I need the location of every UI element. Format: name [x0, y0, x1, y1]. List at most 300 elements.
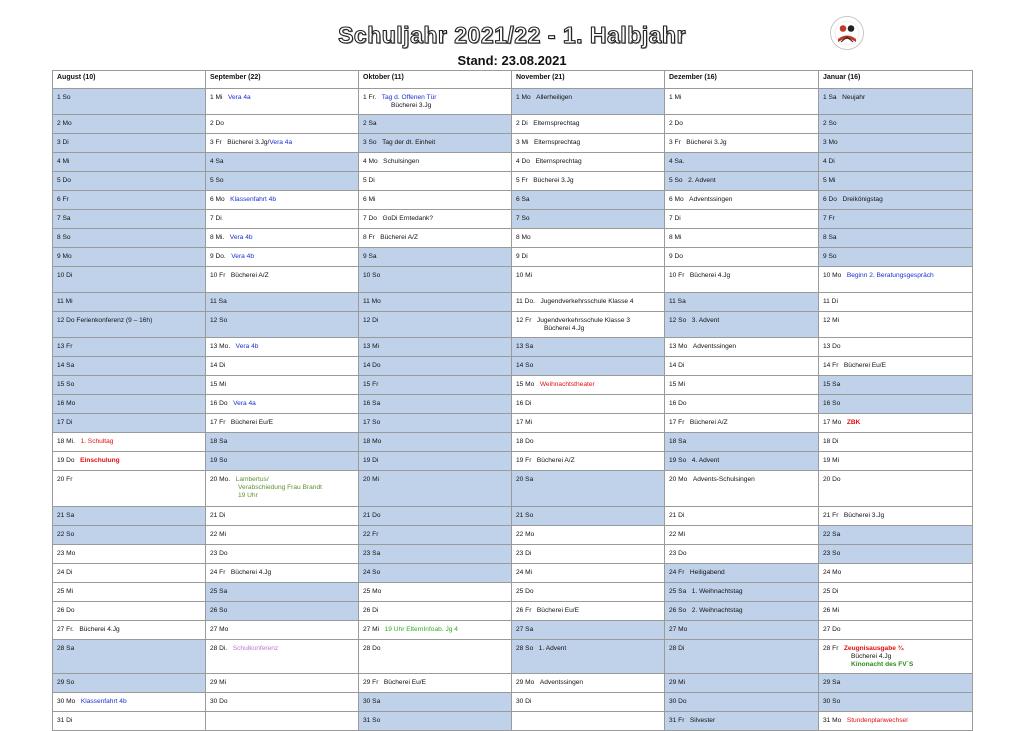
table-row [53, 89, 973, 115]
day-cell [206, 602, 359, 621]
day-label: 22 Mi [669, 531, 686, 538]
event-label: Bücherei 3.Jg/ [227, 139, 270, 146]
day-cell [665, 433, 819, 452]
day-cell [819, 267, 973, 293]
table-row [53, 545, 973, 564]
day-cell [206, 414, 359, 433]
day-label: 27 Mo [669, 626, 688, 633]
day-label: 5 Fr [516, 177, 528, 184]
day-cell [206, 395, 359, 414]
day-label: 8 Mi [669, 234, 682, 241]
day-cell [512, 153, 665, 172]
day-cell [819, 507, 973, 526]
day-label: 20 Mo [669, 476, 688, 483]
event-label: Elternsprechtag [533, 139, 581, 146]
event-label: Vera 4b [235, 343, 259, 350]
day-cell [53, 583, 206, 602]
day-cell [359, 583, 512, 602]
day-cell [359, 414, 512, 433]
day-label: 2 Sa [363, 120, 377, 127]
table-row [53, 433, 973, 452]
event-label: Adventssingen [689, 196, 733, 203]
day-cell [512, 602, 665, 621]
day-label: 16 Do [210, 400, 228, 407]
day-label: 14 So [516, 362, 534, 369]
day-label: 12 Di [363, 317, 379, 324]
day-cell [359, 621, 512, 640]
day-cell [53, 210, 206, 229]
day-cell [359, 526, 512, 545]
day-cell [53, 376, 206, 395]
day-cell [512, 526, 665, 545]
day-cell [53, 602, 206, 621]
day-cell [512, 210, 665, 229]
day-cell [53, 172, 206, 191]
day-cell [359, 229, 512, 248]
day-label: 30 Di [516, 698, 532, 705]
day-cell [512, 134, 665, 153]
event-label: Vera 4a [233, 400, 256, 407]
day-label: 31 Mo [823, 717, 842, 724]
month-header: Dezember (16) [665, 71, 819, 89]
day-cell [665, 191, 819, 210]
day-label: 29 Fr [363, 679, 379, 686]
day-label: 7 Fr [823, 215, 835, 222]
month-header: Oktober (11) [359, 71, 512, 89]
day-label: 13 Mo [669, 343, 688, 350]
day-label: 26 Do [57, 607, 75, 614]
day-cell [665, 414, 819, 433]
day-label: 26 Di [363, 607, 379, 614]
day-label: 11 Mo [363, 298, 381, 305]
day-label: 18 Di [823, 438, 839, 445]
event-label: 1. Schultag [80, 438, 114, 445]
day-cell [359, 312, 512, 338]
day-cell [53, 712, 206, 731]
day-label: 4 Mo [363, 158, 378, 165]
day-label: 11 Di [823, 298, 838, 305]
day-label: 1 Mo [516, 94, 531, 101]
day-label: 22 So [57, 531, 75, 538]
day-label: 16 Do [669, 400, 687, 407]
day-label: 10 Di [57, 272, 73, 279]
day-cell [359, 115, 512, 134]
day-label: 2 Do [210, 120, 224, 127]
day-cell [359, 564, 512, 583]
day-cell [819, 115, 973, 134]
event-label: Bücherei Eu/E [843, 362, 887, 369]
day-label: 31 Fr [669, 717, 685, 724]
day-label: 11 Mi [57, 298, 73, 305]
day-label: 14 Di [210, 362, 226, 369]
event-label: Adventssingen [692, 343, 737, 350]
day-label: 2 So [823, 120, 837, 127]
day-cell [665, 357, 819, 376]
day-cell [53, 621, 206, 640]
day-cell [512, 376, 665, 395]
day-label: 25 Sa [210, 588, 228, 595]
day-cell [665, 583, 819, 602]
day-cell [206, 545, 359, 564]
day-label: 8 So [57, 234, 71, 241]
day-label: 8 Sa [823, 234, 837, 241]
day-label: 28 Di [669, 645, 685, 652]
event-label: Allerheiligen [536, 94, 573, 101]
day-cell [819, 471, 973, 507]
day-label: 22 Fr [363, 531, 379, 538]
day-label: 22 Mo [516, 531, 535, 538]
table-row [53, 507, 973, 526]
day-cell [512, 712, 665, 731]
day-label: 10 Fr [210, 272, 226, 279]
event-label: Neujahr [842, 94, 866, 101]
day-cell [53, 312, 206, 338]
day-cell [512, 414, 665, 433]
event-label: Dreikönigstag [842, 196, 883, 203]
day-label: 19 Fr [516, 457, 532, 464]
day-cell [665, 712, 819, 731]
table-row [53, 134, 973, 153]
day-cell [53, 433, 206, 452]
day-cell [53, 640, 206, 674]
day-label: 1 Mi [210, 94, 223, 101]
event-label: Schulsingen [383, 158, 420, 165]
day-cell [512, 693, 665, 712]
day-cell [206, 433, 359, 452]
day-label: 18 Do [516, 438, 534, 445]
day-label: 17 Mo [823, 419, 842, 426]
day-label: 12 Fr [516, 317, 532, 324]
event-label: Bücherei Eu/E [536, 607, 580, 614]
day-cell [819, 545, 973, 564]
day-cell [819, 248, 973, 267]
day-cell [665, 172, 819, 191]
table-row [53, 621, 973, 640]
day-label: 11 Do. [516, 298, 535, 305]
day-cell [53, 674, 206, 693]
day-cell [206, 293, 359, 312]
day-label: 24 Mo [823, 569, 842, 576]
day-label: 26 So [210, 607, 228, 614]
day-cell [665, 89, 819, 115]
day-cell [512, 433, 665, 452]
day-label: 24 Mi [516, 569, 533, 576]
day-label: 2 Di [516, 120, 528, 127]
day-cell [206, 452, 359, 471]
table-row [53, 191, 973, 210]
day-label: 29 Mo [516, 679, 535, 686]
day-cell [665, 229, 819, 248]
table-row [53, 395, 973, 414]
school-logo-icon [829, 15, 865, 51]
day-cell [665, 452, 819, 471]
day-cell [206, 229, 359, 248]
day-cell [53, 191, 206, 210]
day-label: 18 Sa [210, 438, 228, 445]
day-cell [359, 267, 512, 293]
day-label: 19 Mi [823, 457, 840, 464]
day-label: 19 Do [57, 457, 75, 464]
day-cell [53, 452, 206, 471]
day-label: 6 Mo [210, 196, 225, 203]
day-cell [512, 89, 665, 115]
month-header: Januar (16) [819, 71, 973, 89]
day-label: 14 Do [363, 362, 381, 369]
day-cell [206, 210, 359, 229]
day-cell [359, 395, 512, 414]
day-label: 7 Di [669, 215, 681, 222]
event-label: Stundenplanwechsel [846, 717, 908, 724]
event-label: GoDi Erntedank? [382, 215, 434, 222]
day-cell [665, 115, 819, 134]
day-cell [512, 564, 665, 583]
day-cell [819, 433, 973, 452]
day-cell [359, 89, 512, 115]
day-cell [206, 507, 359, 526]
day-label: 12 So [210, 317, 228, 324]
table-row [53, 712, 973, 731]
day-label: 27 Mo [210, 626, 229, 633]
day-label: 22 Mi [210, 531, 227, 538]
event-label: 2. Weihnachtstag [691, 607, 743, 614]
day-cell [206, 376, 359, 395]
day-cell [53, 134, 206, 153]
day-cell [819, 312, 973, 338]
table-row [53, 583, 973, 602]
day-cell [359, 191, 512, 210]
day-cell [665, 210, 819, 229]
event-label: Kinonacht des FV´S [851, 661, 914, 668]
day-cell [665, 134, 819, 153]
day-cell [665, 693, 819, 712]
day-label: 1 So [57, 94, 71, 101]
day-label: 10 So [363, 272, 381, 279]
status-date: Stand: 23.08.2021 [457, 53, 567, 68]
day-cell [819, 602, 973, 621]
table-row [53, 564, 973, 583]
day-cell [665, 153, 819, 172]
day-label: 28 Do [363, 645, 381, 652]
day-cell [819, 526, 973, 545]
day-cell [359, 134, 512, 153]
day-label: 12 Mi [823, 317, 840, 324]
day-cell [206, 357, 359, 376]
day-label: 3 Mo [823, 139, 838, 146]
day-label: 25 Di [823, 588, 839, 595]
calendar-table [52, 70, 973, 731]
day-cell [206, 693, 359, 712]
day-cell [512, 115, 665, 134]
day-cell [53, 564, 206, 583]
day-label: 25 Mo [363, 588, 382, 595]
day-label: 13 Mi [363, 343, 380, 350]
day-cell [359, 640, 512, 674]
event-label: 3. Advent [691, 317, 720, 324]
event-label: Weihnachtstheater [539, 381, 595, 388]
day-label: 29 So [57, 679, 75, 686]
day-cell [512, 621, 665, 640]
day-cell [665, 564, 819, 583]
day-cell [359, 376, 512, 395]
day-label: 28 Di. [210, 645, 228, 652]
event-label: Klassenfahrt 4b [80, 698, 127, 705]
event-label: Bücherei 4.Jg [79, 626, 120, 633]
day-cell [359, 545, 512, 564]
day-label: 27 Do [823, 626, 841, 633]
event-label: Bücherei A/Z [689, 419, 728, 426]
table-row [53, 210, 973, 229]
day-cell [819, 395, 973, 414]
month-header: September (22) [206, 71, 359, 89]
day-cell [819, 376, 973, 395]
day-cell [206, 153, 359, 172]
table-row [53, 376, 973, 395]
day-cell [53, 471, 206, 507]
day-label: 24 Di [57, 569, 73, 576]
day-cell [512, 395, 665, 414]
event-label: Beginn 2. Beratungsgespräch [846, 272, 934, 279]
day-label: 4 Di [823, 158, 835, 165]
day-label: 21 Di [669, 512, 685, 519]
day-cell [512, 293, 665, 312]
day-label: 7 Do [363, 215, 377, 222]
day-cell [819, 621, 973, 640]
day-cell [206, 134, 359, 153]
day-label: 13 Mo. [210, 343, 231, 350]
table-row [53, 452, 973, 471]
day-cell [512, 229, 665, 248]
day-label: 21 Do [363, 512, 381, 519]
day-cell [206, 248, 359, 267]
day-cell [665, 338, 819, 357]
month-header: August (10) [53, 71, 206, 89]
day-label: 6 Mi [363, 196, 376, 203]
day-cell [819, 357, 973, 376]
event-label: Tag d. Offenen Tür [381, 94, 437, 101]
day-cell [359, 433, 512, 452]
day-label: 1 Fr. [363, 94, 377, 101]
page-title: Schuljahr 2021/22 - 1. Halbjahr [338, 22, 686, 48]
table-row [53, 640, 973, 674]
event-label: Vera 4a [227, 94, 251, 101]
event-label: 19 Uhr ElternInfoab. Jg 4 [384, 626, 458, 633]
day-cell [819, 89, 973, 115]
day-label: 16 Mo [57, 400, 76, 407]
event-label: Bücherei 4.Jg [689, 272, 731, 279]
table-row [53, 248, 973, 267]
day-cell [819, 210, 973, 229]
day-label: 15 So [57, 381, 75, 388]
event-label: Adventssingen [539, 679, 584, 686]
day-label: 3 So [363, 139, 377, 146]
day-label: 10 Mi [516, 272, 533, 279]
day-label: 17 Di [57, 419, 73, 426]
day-cell [206, 471, 359, 507]
day-label: 18 Mo [363, 438, 382, 445]
event-label: Einschulung [80, 457, 120, 464]
day-label: 8 Mi. [210, 234, 225, 241]
event-label: Bücherei 4.Jg [851, 653, 892, 660]
day-cell [512, 583, 665, 602]
day-label: 20 Do [823, 476, 841, 483]
day-cell [819, 712, 973, 731]
day-cell [665, 545, 819, 564]
day-cell [512, 172, 665, 191]
event-label: Bücherei Eu/E [383, 679, 427, 686]
day-label: 4 Do [516, 158, 530, 165]
day-cell [665, 293, 819, 312]
day-cell [53, 293, 206, 312]
day-label: 16 Di [516, 400, 532, 407]
day-cell [512, 507, 665, 526]
day-label: 7 So [516, 215, 530, 222]
day-label: 3 Mi [516, 139, 529, 146]
day-label: 12 Do Ferienkonferenz (9 – 16h) [57, 317, 153, 324]
day-cell [53, 338, 206, 357]
event-label: Elternsprechtag [533, 120, 580, 127]
day-label: 12 So [669, 317, 687, 324]
day-cell [819, 414, 973, 433]
day-cell [359, 293, 512, 312]
day-label: 14 Fr [823, 362, 839, 369]
day-label: 17 Fr [669, 419, 685, 426]
day-cell [819, 191, 973, 210]
event-label: Bücherei A/Z [536, 457, 575, 464]
day-label: 23 Do [669, 550, 687, 557]
day-cell [512, 191, 665, 210]
day-cell [819, 452, 973, 471]
day-label: 15 Mo [516, 381, 535, 388]
day-cell [359, 338, 512, 357]
day-label: 2 Mo [57, 120, 72, 127]
day-label: 20 Fr [57, 476, 73, 483]
day-cell [206, 640, 359, 674]
day-cell [819, 564, 973, 583]
day-label: 3 Fr [669, 139, 681, 146]
day-label: 23 Do [210, 550, 228, 557]
day-label: 14 Sa [57, 362, 75, 369]
day-cell [53, 693, 206, 712]
day-label: 7 Sa [57, 215, 71, 222]
day-label: 15 Fr [363, 381, 379, 388]
day-label: 29 Mi [210, 679, 227, 686]
day-cell [665, 602, 819, 621]
day-label: 15 Sa [823, 381, 841, 388]
day-label: 3 Di [57, 139, 69, 146]
day-cell [53, 545, 206, 564]
day-label: 29 Sa [823, 679, 841, 686]
day-label: 23 So [823, 550, 841, 557]
day-label: 27 Sa [516, 626, 534, 633]
day-label: 1 Mi [669, 94, 682, 101]
table-row [53, 602, 973, 621]
day-cell [819, 674, 973, 693]
day-label: 9 Di [516, 253, 528, 260]
day-cell [512, 338, 665, 357]
day-label: 20 Mi [363, 476, 380, 483]
table-row [53, 526, 973, 545]
day-label: 26 Fr [516, 607, 532, 614]
day-cell [53, 526, 206, 545]
day-cell [359, 210, 512, 229]
day-label: 21 Di [210, 512, 226, 519]
event-label: Bücherei 4.Jg [544, 325, 585, 332]
table-row [53, 267, 973, 293]
day-label: 30 Sa [363, 698, 381, 705]
day-label: 24 Fr [210, 569, 226, 576]
day-cell [665, 376, 819, 395]
table-row [53, 414, 973, 433]
